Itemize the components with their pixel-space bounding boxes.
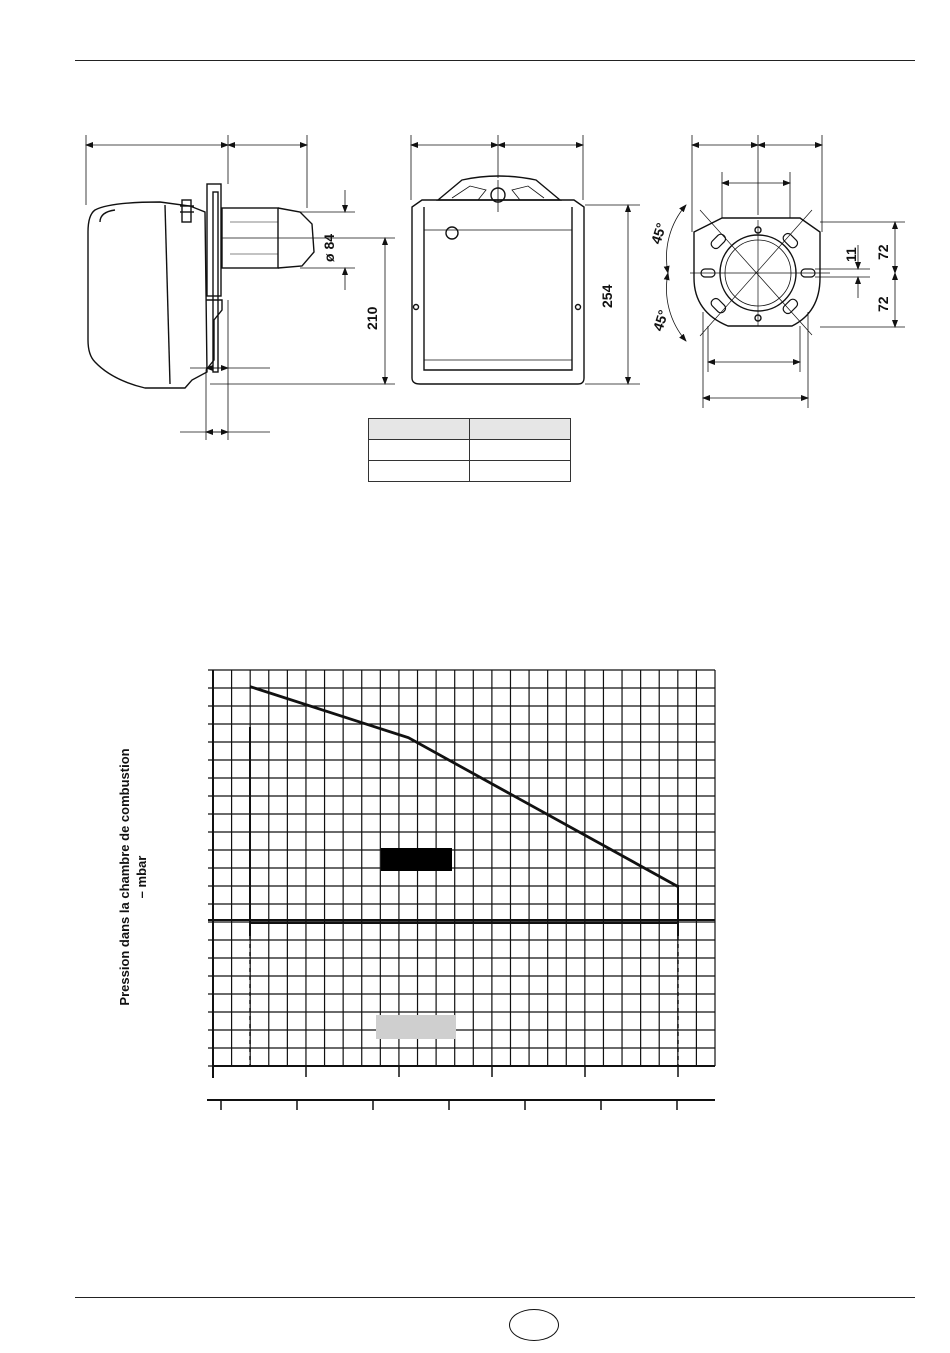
flange-hole-label: 11	[843, 247, 859, 262]
chart-x-ticks-upper	[213, 1066, 678, 1077]
chart-grid	[208, 670, 715, 1066]
chart-y-axis-label: Pression dans la chambre de combustion – mbar	[117, 748, 149, 1006]
page-number-badge	[509, 1309, 559, 1341]
series-line-upper	[250, 687, 678, 887]
footer-rule	[75, 1297, 915, 1298]
front-view-height-label: 254	[599, 284, 615, 308]
side-view-height-label: 210	[364, 306, 380, 330]
chart-x-ticks-lower	[221, 1100, 677, 1110]
flange-upper-offset-label: 72	[875, 244, 891, 260]
flange-angle-bottom-label: 45°	[649, 307, 672, 333]
chart-black-label-box	[381, 848, 452, 871]
flange-lower-offset-label: 72	[875, 296, 891, 312]
side-view-diameter-label: ø 84	[321, 233, 337, 262]
chart-gray-label-box	[376, 1015, 456, 1039]
flange-angle-top-label: 45°	[647, 220, 670, 246]
